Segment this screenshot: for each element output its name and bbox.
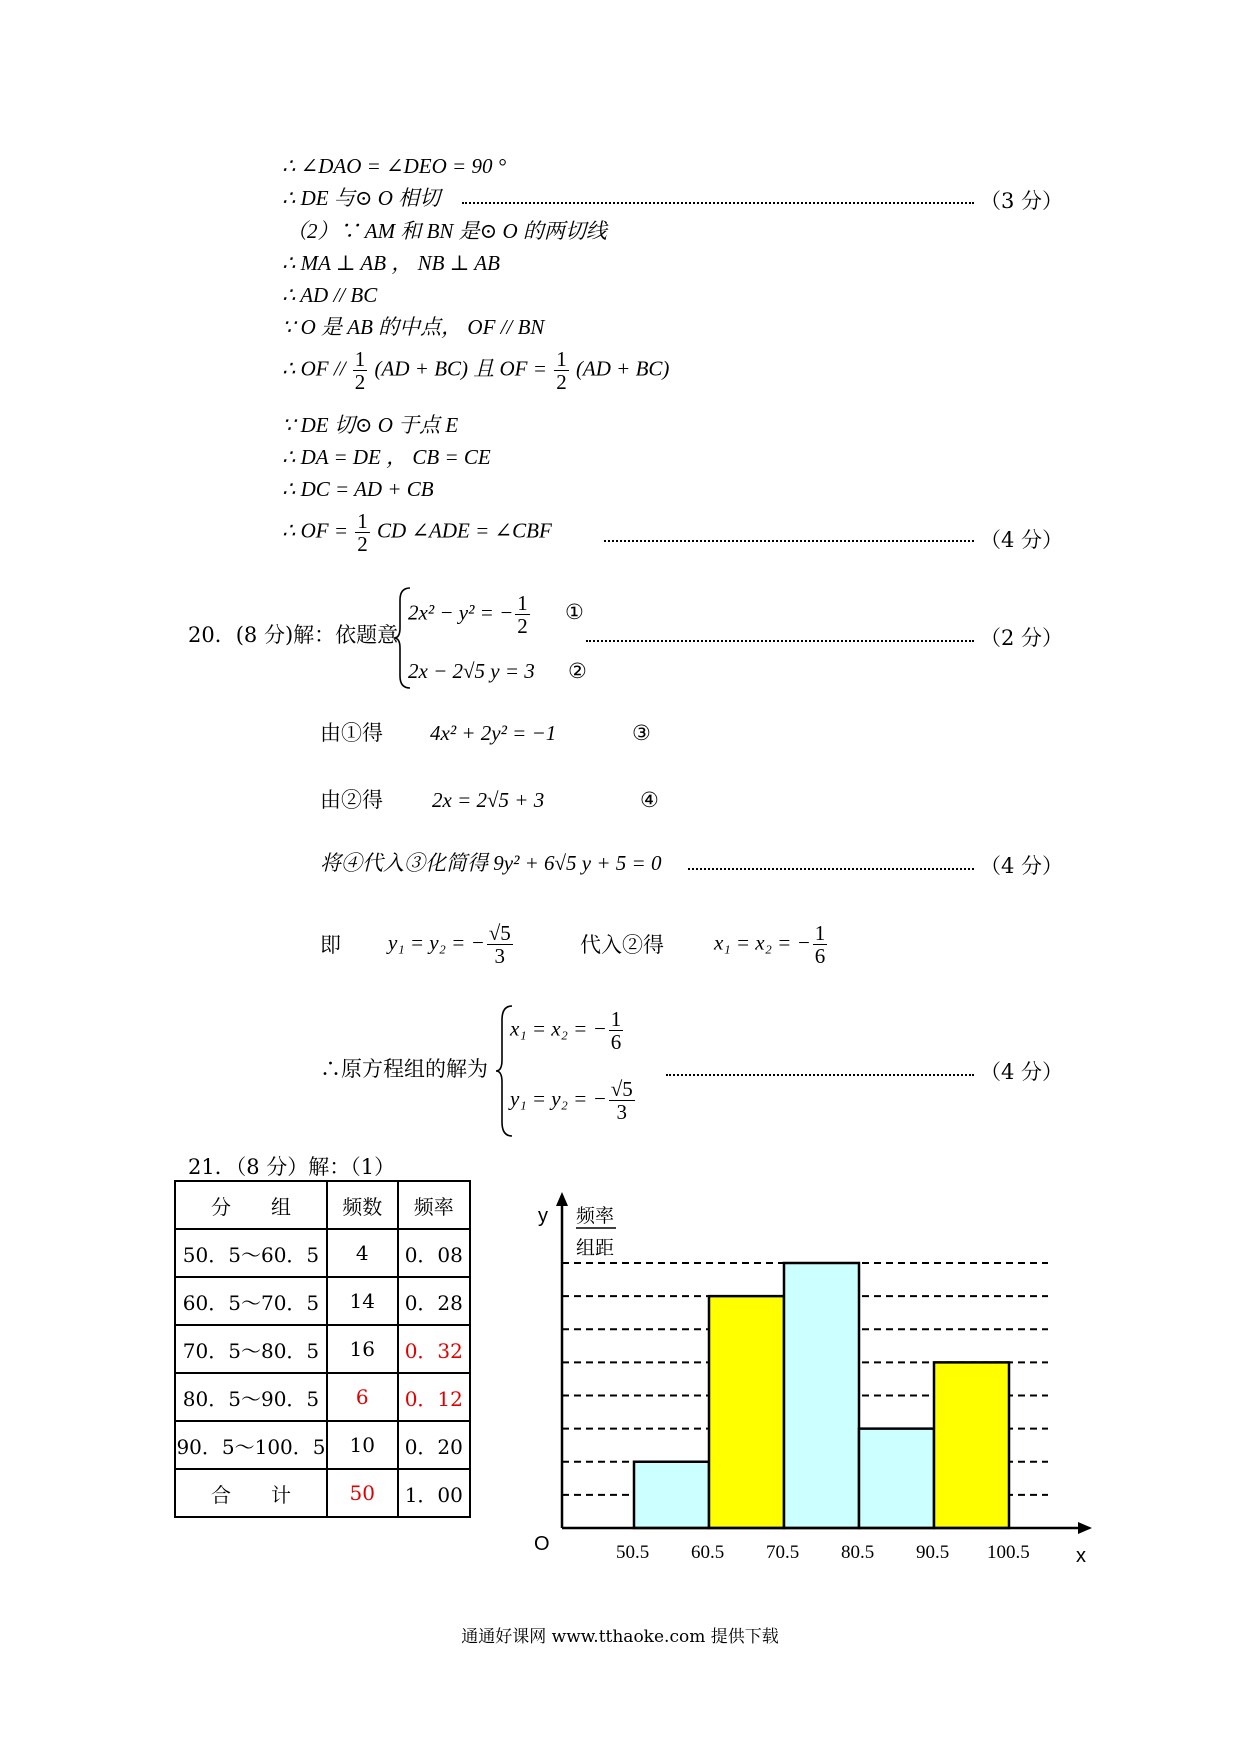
footer-note: 通通好课网 www.tthaoke.com 提供下载 — [461, 1627, 779, 1647]
cell-group: 80．5～90．5 — [175, 1373, 327, 1421]
score-label: （4 分） — [980, 1060, 1064, 1084]
eq2-text: 2x − 2√5 y = 3 — [408, 659, 535, 683]
cell-rate-answer: 0．12 — [398, 1373, 470, 1421]
histogram-bar — [859, 1429, 934, 1528]
of-parallel-b: (AD + BC) 且 OF = — [374, 356, 547, 381]
substitution-line: 将④代入③化简得 9y² + 6√5 y + 5 = 0 — [320, 851, 662, 875]
dot-leader — [586, 640, 974, 642]
substitute-label: 代入②得 — [580, 933, 664, 957]
histogram-bars — [634, 1263, 1009, 1528]
x-tick-labels — [616, 1542, 1030, 1563]
table-row — [175, 1277, 470, 1325]
q19-line-parallel: ∴ AD // BC — [282, 283, 378, 307]
header-count: 频数 — [327, 1181, 398, 1229]
solution-label: ∴原方程组的解为 — [320, 1057, 488, 1081]
cell-count: 14 — [327, 1277, 398, 1325]
q19-line-midpoint: ∵ O 是 AB 的中点， OF // BN — [282, 315, 545, 339]
cell-rate: 0．28 — [398, 1277, 470, 1325]
ji-label: 即 — [320, 933, 341, 957]
cell-count: 16 — [327, 1325, 398, 1373]
half-fraction: $\frac{1}{2}$ — [357, 509, 368, 556]
dot-leader — [666, 1074, 974, 1076]
cell-count: 10 — [327, 1421, 398, 1469]
x-fraction: $\frac{1}{6}$ — [610, 1007, 622, 1054]
cell-rate: 0．20 — [398, 1421, 470, 1469]
x-fraction: $\frac{1}{6}$ — [814, 921, 826, 968]
q20-equation-1 — [408, 592, 584, 637]
q20-equation-2 — [408, 658, 587, 684]
half-fraction: $\frac{1}{2}$ — [556, 347, 567, 394]
cell-total-label: 合 计 — [175, 1469, 327, 1517]
x-tick-label: 70.5 — [766, 1542, 800, 1563]
q19-part2-intro: （2）∵ AM 和 BN 是⊙ O 的两切线 — [286, 219, 607, 243]
q19-line-of-parallel — [282, 348, 669, 393]
y-axis-letter: y — [538, 1205, 548, 1227]
cell-group: 70．5～80．5 — [175, 1325, 327, 1373]
solution-x — [510, 1008, 625, 1053]
of-parallel-a: ∴ OF // — [282, 356, 346, 381]
dot-leader — [688, 868, 974, 870]
table-header-row — [175, 1181, 470, 1229]
cell-rate-answer: 0．32 — [398, 1325, 470, 1373]
x-tick-label: 50.5 — [616, 1542, 650, 1563]
q19-line-equal-segments: ∴ DA = DE ， CB = CE — [282, 445, 491, 469]
dot-leader — [462, 202, 974, 204]
q19-line-angle: ∴ ∠DAO = ∠DEO = 90 ° — [282, 154, 507, 178]
y-axis-label-denominator: 组距 — [576, 1237, 615, 1259]
from-eq1-equation: 4x² + 2y² = −1 — [430, 721, 557, 745]
header-rate: 频率 — [398, 1181, 470, 1229]
eq3-mark: ③ — [632, 721, 651, 745]
table-row — [175, 1421, 470, 1469]
x-axis-letter: x — [1076, 1545, 1086, 1567]
cell-count-answer: 6 — [327, 1373, 398, 1421]
eq1-text: 2x² − y² = − — [408, 600, 514, 625]
y-solution — [388, 922, 515, 967]
q19-line-dc-sum: ∴ DC = AD + CB — [282, 477, 434, 501]
of-half-a: ∴ OF = — [282, 518, 349, 543]
q19-line-tangent-e: ∵ DE 切⊙ O 于点 E — [282, 413, 459, 437]
cell-count: 4 — [327, 1229, 398, 1277]
half-fraction: $\frac{1}{2}$ — [354, 347, 366, 394]
cell-rate: 0．08 — [398, 1229, 470, 1277]
histogram-bar — [709, 1296, 784, 1528]
of-parallel-c: (AD + BC) — [575, 356, 670, 381]
cell-group: 60．5～70．5 — [175, 1277, 327, 1325]
histogram-bar — [934, 1362, 1009, 1528]
y-axis-label-numerator: 频率 — [576, 1205, 615, 1227]
y-fraction: $\frac{√5}{3}$ — [488, 921, 511, 968]
table-total-row — [175, 1469, 470, 1517]
cell-total-rate: 1．00 — [398, 1469, 470, 1517]
header-group: 分 组 — [175, 1181, 327, 1229]
eq2-mark: ② — [568, 659, 587, 683]
eq1-fraction: $\frac{1}{2}$ — [517, 591, 528, 638]
origin-label: O — [534, 1533, 550, 1555]
solution-x-text: x₁ = x₂ = − — [510, 1016, 607, 1041]
x-axis-arrow-icon — [1078, 1522, 1092, 1534]
of-half-b: CD ∠ADE = ∠CBF — [377, 518, 552, 543]
x-tick-label: 80.5 — [841, 1542, 875, 1563]
x-tick-label: 90.5 — [916, 1542, 950, 1563]
q19-line-of-half-cd — [282, 510, 552, 555]
x-tick-label: 100.5 — [987, 1542, 1030, 1563]
eq1-mark: ① — [565, 600, 584, 625]
histogram-bar — [784, 1263, 859, 1528]
q20-label: 20．(8 分)解：依题意 — [188, 623, 399, 647]
eq4-mark: ④ — [640, 788, 659, 812]
solution-y — [510, 1078, 637, 1123]
table-row — [175, 1373, 470, 1421]
x-solution — [714, 922, 829, 967]
x-tick-label: 60.5 — [691, 1542, 725, 1563]
q19-line-tangent: ∴ DE 与⊙ O 相切 — [282, 186, 441, 210]
score-label: （2 分） — [980, 626, 1064, 650]
from-eq2-equation: 2x = 2√5 + 3 — [432, 788, 545, 812]
cell-group: 50．5～60．5 — [175, 1229, 327, 1277]
from-eq1-label: 由①得 — [320, 721, 383, 745]
y-axis-arrow-icon — [556, 1192, 568, 1206]
score-label: （4 分） — [980, 854, 1064, 878]
y-solution-text: y₁ = y₂ = − — [388, 930, 485, 955]
solution-y-text: y₁ = y₂ = − — [510, 1086, 607, 1111]
from-eq2-label: 由②得 — [320, 788, 383, 812]
cell-group: 90．5～100．5 — [175, 1421, 327, 1469]
dot-leader — [604, 540, 974, 542]
cell-total-count: 50 — [327, 1469, 398, 1517]
frequency-table — [174, 1180, 471, 1518]
table-row — [175, 1229, 470, 1277]
table-row — [175, 1325, 470, 1373]
x-solution-text: x₁ = x₂ = − — [714, 930, 811, 955]
q19-line-perpendicular: ∴ MA ⊥ AB ， NB ⊥ AB — [282, 251, 500, 275]
score-label: （3 分） — [980, 189, 1064, 213]
histogram-bar — [634, 1462, 709, 1528]
frequency-histogram — [520, 1188, 1100, 1568]
y-fraction: $\frac{√5}{3}$ — [610, 1077, 633, 1124]
q21-label: 21．（8 分）解：（1） — [188, 1155, 396, 1179]
score-label: （4 分） — [980, 528, 1064, 552]
